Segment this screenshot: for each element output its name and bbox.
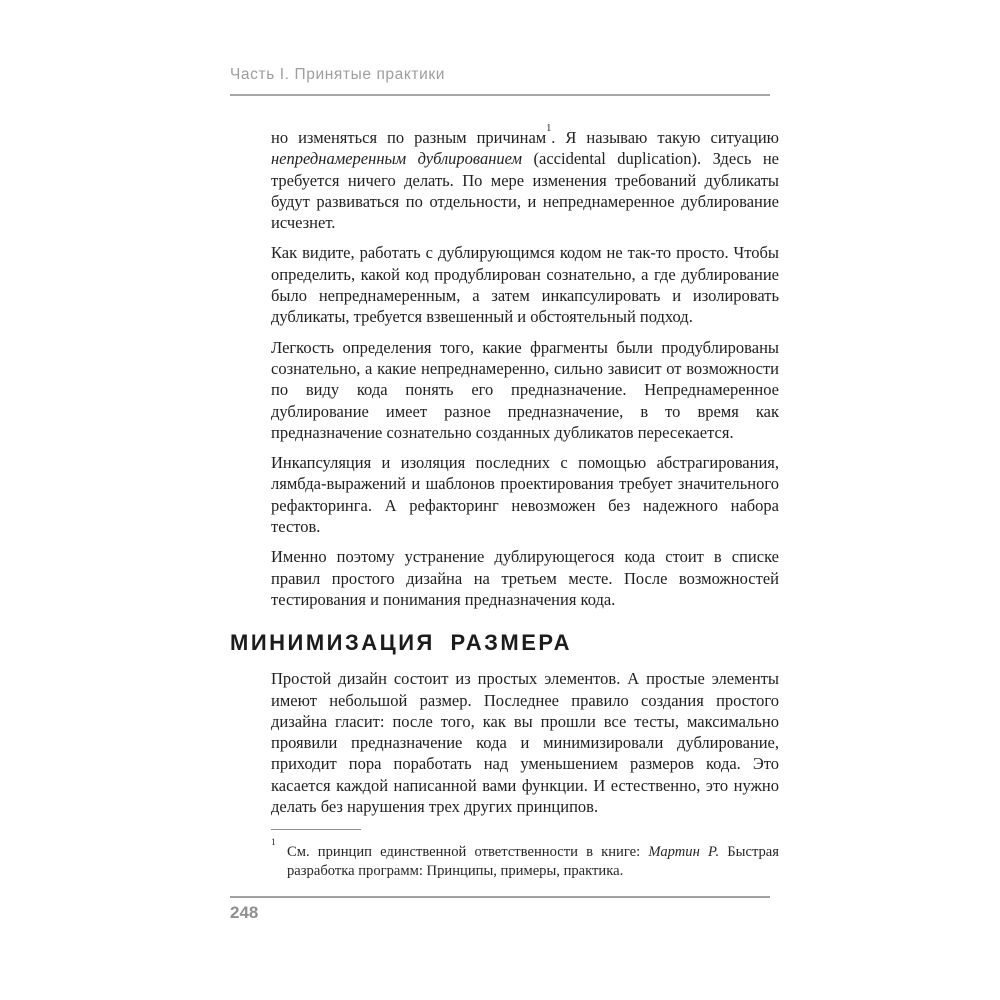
page-content [230,122,780,881]
footnote-reference: 1 [546,122,552,134]
paragraph-2: Как видите, работать с дублирующимся кодом не так-то просто. Чтобы определить, какой код продублирован сознательно, а где дублирование было непреднамеренным, а затем инкапсулировать и изолировать дубликаты, требуется взвешенный и обстоятельный подход. [271,243,779,327]
paragraph-1-post: (accidental duplication). Здесь не требуется ничего делать. По мере изменения требований дубликаты будут развиваться по отдельности, и непреднамеренное дублирование исчезнет. [271,149,779,233]
footnote [271,839,779,881]
section-heading: МИНИМИЗАЦИЯ РАЗМЕРА [230,630,572,656]
running-header: Часть I. Принятые практики [230,66,446,83]
paragraph-6: Простой дизайн состоит из простых элементов. А простые элементы имеют небольшой размер. Последнее правило создания простого дизайна гласит: после того, как вы прошли все тесты, максимально проявили предназначение кода и минимизировали дублирование, приходит пора поработать над уменьшением размеров кода. Это касается каждой написанной вами функции. И естественно, это нужно делать без нарушения трех других принципов. [271,669,779,817]
paragraph-3: Легкость определения того, какие фрагменты были продублированы сознательно, а какие непреднамеренно, сильно зависит от возможности по виду кода понять его предназначение. Непреднамеренное дублирование имеет разное предназначение, в то время как предназначение сознательно созданных дубликатов пересекается. [271,337,779,442]
footnote-emphasis: Мартин Р. [648,844,720,861]
paragraph-1-pre: но изменяться по разным причинам [271,128,547,147]
paragraph-1-mid: . Я называю такую ситуацию [551,128,779,147]
paragraph-1-emphasis: непреднамеренным дублированием [271,149,523,169]
footnote-marker: 1 [271,838,276,849]
footnote-post: Быстрая разработка программ: Принципы, примеры, практика. [287,844,779,880]
page-number: 248 [230,903,259,922]
paragraph-4: Инкапсуляция и изоляция последних с помощью абстрагирования, лямбда-выражений и шаблонов проектирования требует значительного рефакторинга. А рефакторинг невозможен без надежного набора тестов. [271,453,779,537]
footnote-separator [271,829,361,830]
footer-rule [230,896,770,898]
footnote-pre: См. принцип единственной ответственности в книге: [287,844,649,861]
header-rule [230,94,770,96]
paragraph-5: Именно поэтому устранение дублирующегося кода стоит в списке правил простого дизайна на третьем месте. После возможностей тестирования и понимания предназначения кода. [271,547,779,609]
paragraph-1 [271,122,779,233]
